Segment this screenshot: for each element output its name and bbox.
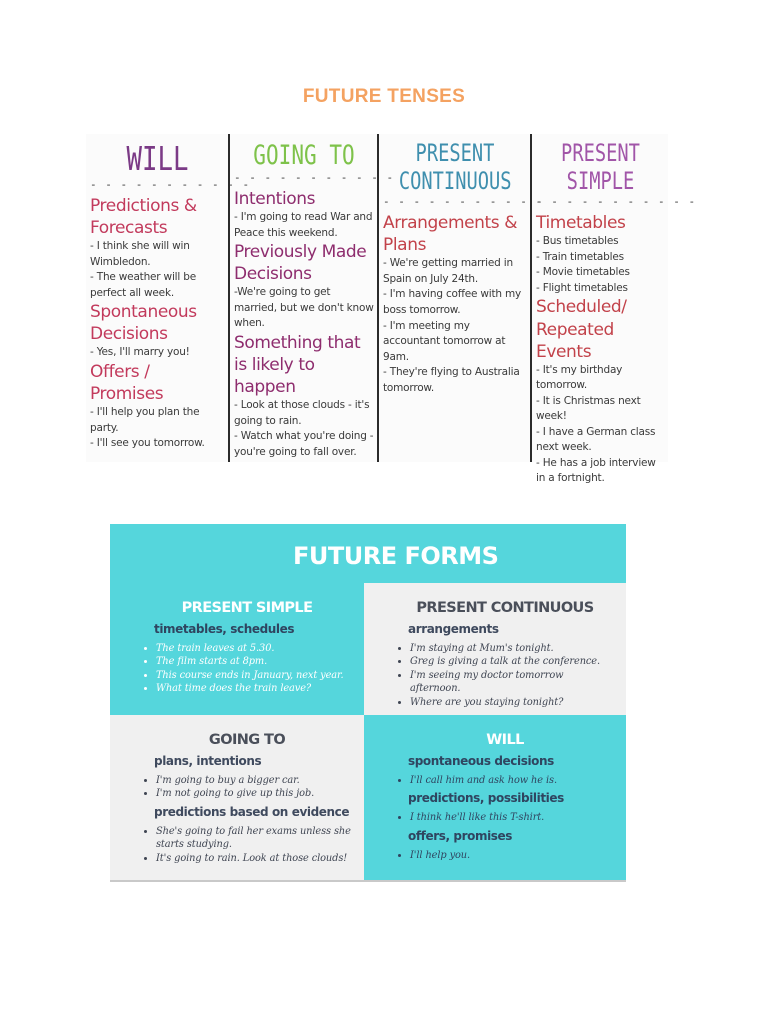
example-list (140, 825, 354, 865)
list-item: • This course ends in January, next year. (156, 669, 354, 682)
example-text: - It's my birthday tomorrow. (536, 363, 623, 392)
section-title: Intentions (234, 189, 316, 210)
example-text: - I think she will win Wimbledon. (90, 240, 190, 268)
usage-label: timetables, schedules (154, 622, 295, 636)
cell-present-continuous (364, 583, 626, 715)
example-text: - Train timetables (536, 250, 624, 263)
future-forms-panel (110, 524, 626, 880)
example-text: - He has a job interview in a fortnight. (536, 456, 656, 485)
cell-going-to (110, 715, 364, 880)
panel-title: FUTURE FORMS (110, 524, 626, 583)
example-text: - Yes, I'll marry you! (90, 346, 190, 359)
example-text: - I have a German class next week. (536, 425, 656, 454)
example-text: - I'm meeting my accountant tomorrow at 9am. (383, 319, 506, 363)
column-divider: - - - - - - - - - - - (90, 177, 251, 191)
example-text: - I'll see you tomorrow. (90, 437, 205, 450)
section-title: Previously Made Decisions (234, 242, 367, 285)
cell-present-simple (110, 583, 364, 715)
cell-will (364, 715, 626, 880)
section-title: Spontaneous Decisions (90, 302, 197, 345)
cell-title: PRESENT SIMPLE (181, 600, 313, 616)
column-divider: - - - - - - - - - - - (234, 171, 395, 185)
example-text: - I'll help you plan the party. (90, 406, 200, 434)
column-heading: GOING TO (253, 140, 355, 171)
column-will (86, 134, 251, 462)
example-list (394, 642, 616, 709)
example-text: - The weather will be perfect all week. (90, 271, 196, 299)
example-list (140, 642, 354, 696)
section-title: Arrangements & Plans (383, 213, 518, 256)
example-text: - I'm having coffee with my boss tomorrow. (383, 288, 522, 316)
column-heading: PRESENT SIMPLE (561, 139, 640, 195)
example-text: - Watch what you're doing - you're going to fall over. (234, 430, 374, 458)
panel-bottom-border (110, 880, 626, 882)
list-item: • What time does the train leave? (156, 682, 354, 695)
column-going-to (228, 134, 395, 462)
example-text: - Flight timetables (536, 281, 628, 294)
example-text: - Bus timetables (536, 235, 619, 248)
cell-title: GOING TO (208, 732, 286, 748)
page-title: FUTURE TENSES (302, 86, 466, 107)
example-list (394, 774, 616, 787)
section-title: Scheduled/ Repeated Events (536, 297, 627, 362)
list-item: • I'm not going to give up this job. (156, 787, 354, 800)
cell-title: PRESENT CONTINUOUS (416, 600, 594, 616)
column-present-continuous (377, 134, 544, 462)
list-item: • The film starts at 8pm. (156, 655, 354, 668)
list-item: • Greg is giving a talk at the conference. (410, 655, 616, 668)
list-item: • It's going to rain. Look at those clouds! (156, 852, 354, 865)
list-item: • I'm seeing my doctor tomorrow afternoon. (410, 669, 616, 696)
list-item: • I'm staying at Mum's tonight. (410, 642, 616, 655)
example-text: - Movie timetables (536, 266, 630, 279)
example-text: - We're getting married in Spain on July 24th. (383, 257, 513, 285)
example-text: - I'm going to read War and Peace this weekend. (234, 211, 373, 239)
column-divider: - - - - - - - - - - - (383, 195, 544, 209)
usage-label: arrangements (408, 622, 499, 636)
section-title: Predictions & Forecasts (90, 195, 197, 239)
example-text: -We're going to get married, but we don't know when. (234, 286, 374, 330)
column-present-simple (530, 134, 697, 485)
usage-label: offers, promises (408, 828, 513, 843)
list-item: • I think he'll like this T-shirt. (410, 811, 616, 824)
section-title: Something that is likely to happen (234, 332, 361, 398)
column-heading: WILL (126, 139, 189, 178)
section-title: Offers / Promises (90, 361, 164, 405)
list-item: • I'll help you. (410, 849, 616, 862)
list-item: • The train leaves at 5.30. (156, 642, 354, 655)
usage-label: spontaneous decisions (408, 754, 554, 768)
example-text: - They're flying to Australia tomorrow. (383, 366, 520, 394)
column-heading: PRESENT CONTINUOUS (398, 139, 512, 195)
list-item: • I'm going to buy a bigger car. (156, 774, 354, 787)
list-item: • I'll call him and ask how he is. (410, 774, 616, 787)
example-text: - Look at those clouds - it's going to rain. (234, 399, 370, 427)
example-list (140, 774, 354, 801)
cell-title: WILL (486, 732, 524, 748)
section-title: Timetables (536, 213, 626, 234)
example-text: - It is Christmas next week! (536, 394, 641, 423)
list-item: • She's going to fail her exams unless she starts studying. (156, 825, 354, 852)
usage-label: plans, intentions (154, 754, 262, 768)
list-item: • Where are you staying tonight? (410, 696, 616, 709)
usage-label: predictions based on evidence (154, 804, 350, 819)
future-tenses-chart (86, 134, 697, 485)
usage-label: predictions, possibilities (408, 791, 564, 806)
example-list (394, 849, 616, 862)
column-divider: - - - - - - - - - - - (536, 195, 697, 209)
example-list (394, 811, 616, 824)
